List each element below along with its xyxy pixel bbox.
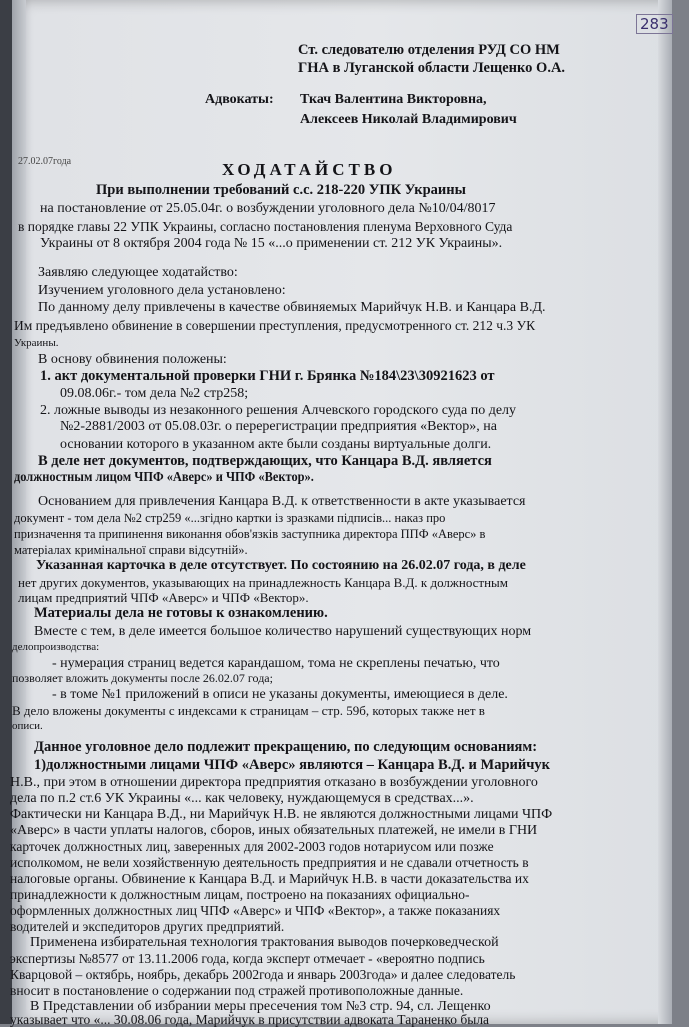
body-line: экспертизы №8577 от 13.11.2006 года, когда эксперт отмечает - «вероятно подпись: [10, 951, 485, 966]
page-right-edge: [658, 0, 672, 1024]
body-line: Основанием для привлечения Канцара В.Д. к ответственности в акте указывается: [38, 494, 526, 509]
body-line: 1. акт документальной проверки ГНИ г. Брянка №184\23\30921623 от: [40, 368, 495, 384]
body-line: Кварцовой – октябрь, ноябрь, декабрь 2002года и январь 2003года» и далее следователь: [10, 967, 516, 982]
body-line: Изучением уголовного дела установлено:: [38, 283, 286, 298]
body-line: основании которого в указанном акте были созданы виртуальные долги.: [60, 437, 492, 452]
body-line: позволяет вложить документы после 26.02.07 года;: [12, 671, 273, 685]
body-line: 09.08.06г.- том дела №2 стр258;: [60, 386, 249, 401]
body-line: Фактически ни Канцара В.Д., ни Марийчук Н.В. не являются должностными лицами ЧПФ: [10, 807, 553, 822]
body-line: В деле нет документов, подтверждающих, что Канцара В.Д. является: [38, 453, 492, 469]
body-line: вносит в постановление о содержании под стражей противоположные данные.: [10, 983, 464, 998]
body-line: документ - том дела №2 стр259 «...згідно картки із зразками підписів... наказ про: [14, 511, 446, 525]
document-title: ХОДАТАЙСТВО: [222, 160, 397, 179]
body-line: - в томе №1 приложений в описи не указаны документы, имеющиеся в деле.: [52, 687, 508, 702]
body-line: должностным лицом ЧПФ «Аверс» и ЧПФ «Вектор».: [14, 470, 314, 485]
body-line: указывает что «... 30.08.06 года, Марийчук в присутствии адвоката Тараненко была: [10, 1012, 490, 1027]
body-line: описи.: [12, 720, 43, 732]
body-line: 2. ложные выводы из незаконного решения Алчевского городского суда по делу: [40, 403, 517, 418]
body-line: Н.В., при этом в отношении директора предприятия отказано в возбуждении уголовного: [10, 775, 538, 790]
body-line: дела по п.2 ст.6 УК Украины «... как человеку, нуждающемуся в средствах...».: [10, 791, 474, 806]
body-line: оформленных должностных лиц ЧПФ «Аверс» и ЧПФ «Вектор», а также показаниях: [10, 903, 501, 918]
body-line: - нумерация страниц ведется карандашом, тома не скреплены печатью, что: [52, 656, 500, 671]
body-line: «Аверс» в части уплаты налогов, сборов, иных обязательных платежей, не имели в ГНИ: [10, 823, 538, 838]
document-subtitle: При выполнении требований с.с. 218-220 УПК Украины: [96, 182, 466, 198]
body-line: в порядке главы 22 УПК Украины, согласно постановления пленума Верховного Суда: [18, 219, 513, 234]
body-line: Украины.: [14, 337, 59, 349]
addressee-line-2: ГНА в Луганской области Лещенко О.А.: [298, 60, 566, 76]
body-line: Указанная карточка в деле отсутствует. По состоянию на 26.02.07 года, в деле: [36, 558, 526, 573]
body-line: нет других документов, указывающих на принадлежность Канцара В.Д. к должностным: [18, 575, 509, 590]
handwritten-page-number: 283: [636, 14, 673, 34]
body-line: Вместе с тем, в деле имеется большое количество нарушений существующих норм: [34, 624, 532, 639]
body-line: исполкомом, не вели хозяйственную деятельность предприятия и не сдавали отчетность в: [10, 855, 529, 870]
body-line: Материалы дела не готовы к ознакомлению.: [34, 605, 328, 621]
body-line: В дело вложены документы с индексами к страницам – стр. 59б, которых также нет в: [12, 703, 485, 718]
body-line: Им предъявлено обвинение в совершении преступления, предусмотренного ст. 212 ч.3 УК: [14, 318, 536, 333]
body-line: карточек должностных лиц, заверенных для 2002-2003 годов нотариусом или позже: [10, 839, 494, 854]
body-line: призначення та припинення виконання обов'язків заступника директора ППФ «Аверс» в: [14, 527, 486, 541]
body-line: Украины от 8 октября 2004 года № 15 «...о применении ст. 212 УК Украины».: [40, 236, 503, 251]
body-line: В Представлении об избрании меры пресечения том №3 стр. 94, сл. Лещенко: [30, 999, 491, 1014]
body-line: Заявляю следующее ходатайство:: [38, 265, 238, 280]
body-line: В основу обвинения положены:: [38, 352, 227, 367]
body-line: лицам предприятий ЧПФ «Аверс» и ЧПФ «Вектор».: [18, 590, 309, 605]
body-line: принадлежности к должностным лицам, построено на показаниях официально-: [10, 887, 470, 902]
addressee-line-1: Ст. следователю отделения РУД СО НМ: [298, 42, 560, 58]
body-line: матеріалах кримінальної справи відсутній».: [14, 543, 248, 557]
lawyers-label: Адвокаты:: [205, 92, 274, 107]
body-line: №2-2881/2003 от 05.08.03г. о перерегистрации предприятия «Вектор», на: [60, 419, 497, 434]
body-line: водителей и экспедиторов других предприятий.: [10, 919, 285, 934]
document-date: 27.02.07года: [18, 156, 72, 167]
body-line: Данное уголовное дело подлежит прекращению, по следующим основаниям:: [34, 739, 538, 755]
body-line: налоговые органы. Обвинение к Канцара В.Д. и Марийчук Н.В. в части доказательства их: [10, 871, 529, 886]
lawyer-1: Ткач Валентина Викторовна,: [300, 92, 487, 107]
body-line: на постановление от 25.05.04г. о возбуждении уголовного дела №10/04/8017: [40, 201, 496, 216]
body-line: делопроизводства:: [12, 641, 100, 653]
body-line: Применена избирательная технология трактования выводов почерковедческой: [30, 935, 499, 950]
lawyer-2: Алексеев Николай Владимирович: [300, 112, 517, 127]
body-line: По данному делу привлечены в качестве обвиняемых Марийчук Н.В. и Канцара В.Д.: [38, 300, 546, 315]
body-line: 1)должностными лицами ЧПФ «Аверс» являются – Канцара В.Д. и Марийчук: [34, 757, 551, 773]
